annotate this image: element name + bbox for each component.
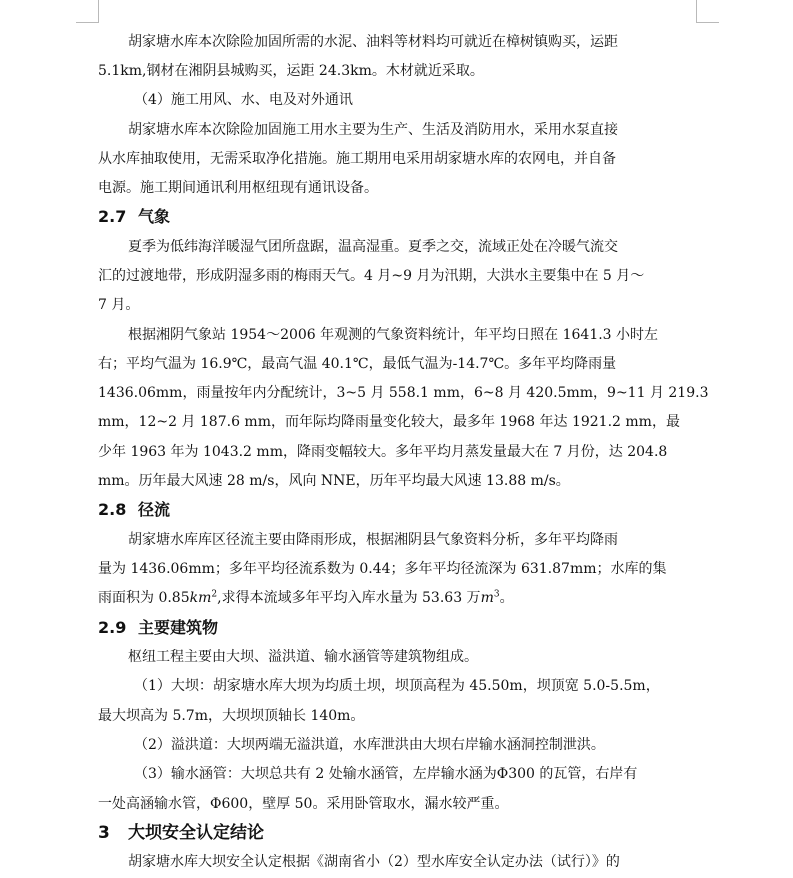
section-title: 径流 xyxy=(138,500,171,519)
paragraph-line: 夏季为低纬海洋暖湿气团所盘踞，温高湿重。夏季之交，流域正处在冷暖气流交 xyxy=(128,239,618,255)
paragraph-line: （1）大坝：胡家塘水库大坝为均质土坝，坝顶高程为 45.50m，坝顶宽 5.0-5.5m， xyxy=(134,678,660,694)
section-title: 主要建筑物 xyxy=(138,618,219,637)
section-title: 大坝安全认定结论 xyxy=(128,823,264,843)
unit-m: m xyxy=(480,590,494,606)
paragraph-line: 一处高涵输水管，Φ600，壁厚 50。采用卧管取水，漏水较严重。 xyxy=(98,796,509,812)
paragraph-line: 汇的过渡地带，形成阴湿多雨的梅雨天气。4 月~9 月为汛期，大洪水主要集中在 5 月～ xyxy=(98,268,645,284)
paragraph-line: 枢纽工程主要由大坝、溢洪道、输水涵管等建筑物组成。 xyxy=(128,649,478,665)
unit-km: km xyxy=(189,590,212,606)
section-heading-3 xyxy=(98,819,264,847)
paragraph-line: 右；平均气温为 16.9℃，最高气温 40.1℃，最低气温为-14.7℃。多年平均降雨量 xyxy=(98,356,617,372)
section-heading-2-8 xyxy=(98,496,170,524)
paragraph-line: 1436.06mm，雨量按年内分配统计，3~5 月 558.1 mm，6~8 月 420.5mm，9~11 月 219.3 xyxy=(98,385,709,401)
page-corner-mark-left-vertical xyxy=(98,0,99,22)
text-run: 。 xyxy=(499,590,514,606)
paragraph-line: 根据湘阴气象站 1954～2006 年观测的气象资料统计，年平均日照在 1641.3 小时左 xyxy=(128,327,659,343)
paragraph-line: 7 月。 xyxy=(98,297,140,313)
section-number: 2.7 xyxy=(98,207,127,226)
page-corner-mark-left-horizontal xyxy=(76,22,99,23)
paragraph-line: （3）输水涵管：大坝总共有 2 处输水涵管，左岸输水涵为Φ300 的瓦管，右岸有 xyxy=(134,766,638,782)
paragraph-line: 胡家塘水库库区径流主要由降雨形成，根据湘阴县气象资料分析，多年平均降雨 xyxy=(128,532,618,548)
page-corner-mark-right-horizontal xyxy=(696,22,719,23)
paragraph-line: mm，12~2 月 187.6 mm，而年际均降雨量变化较大，最多年 1968 年达 1921.2 mm，最 xyxy=(98,414,680,430)
paragraph-line: 胡家塘水库本次除险加固所需的水泥、油料等材料均可就近在樟树镇购买，运距 xyxy=(128,34,618,50)
section-number: 3 xyxy=(98,823,110,843)
subsection-title: （4）施工用风、水、电及对外通讯 xyxy=(134,92,353,108)
section-heading-2-7 xyxy=(98,203,170,231)
section-number: 2.9 xyxy=(98,618,127,637)
superscript: 2 xyxy=(211,589,218,600)
catchment-area-line xyxy=(98,584,514,612)
paragraph-line: （2）溢洪道：大坝两端无溢洪道，水库泄洪由大坝右岸输水涵洞控制泄洪。 xyxy=(134,737,605,753)
section-heading-2-9 xyxy=(98,614,218,642)
paragraph-line: 胡家塘水库大坝安全认定根据《湖南省小（2）型水库安全认定办法（试行）》的 xyxy=(128,854,620,870)
section-number: 2.8 xyxy=(98,500,127,519)
paragraph-line: 电源。施工期间通讯利用枢纽现有通讯设备。 xyxy=(98,180,378,196)
superscript: 3 xyxy=(493,589,500,600)
paragraph-line: 最大坝高为 5.7m，大坝坝顶轴长 140m。 xyxy=(98,708,365,724)
paragraph-line: 从水库抽取使用，无需采取净化措施。施工期用电采用胡家塘水库的农网电，并自备 xyxy=(98,151,616,167)
paragraph-line: 胡家塘水库本次除险加固施工用水主要为生产、生活及消防用水，采用水泵直接 xyxy=(128,122,618,138)
text-run: ,求得本流域多年平均入库水量为 53.63 万 xyxy=(217,590,481,606)
page-corner-mark-right-vertical xyxy=(696,0,697,22)
paragraph-line: 量为 1436.06mm；多年平均径流系数为 0.44；多年平均径流深为 631.87mm；水库的集 xyxy=(98,561,667,577)
paragraph-line: mm。历年最大风速 28 m/s，风向 NNE，历年平均最大风速 13.88 m/s。 xyxy=(98,473,570,489)
section-title: 气象 xyxy=(138,207,171,226)
paragraph-line: 少年 1963 年为 1043.2 mm，降雨变幅较大。多年平均月蒸发量最大在 7 月份，达 204.8 xyxy=(98,444,668,460)
text-run: 雨面积为 0.85 xyxy=(98,590,190,606)
paragraph-line: 5.1km,钢材在湘阴县城购买，运距 24.3km。木材就近采取。 xyxy=(98,63,484,79)
